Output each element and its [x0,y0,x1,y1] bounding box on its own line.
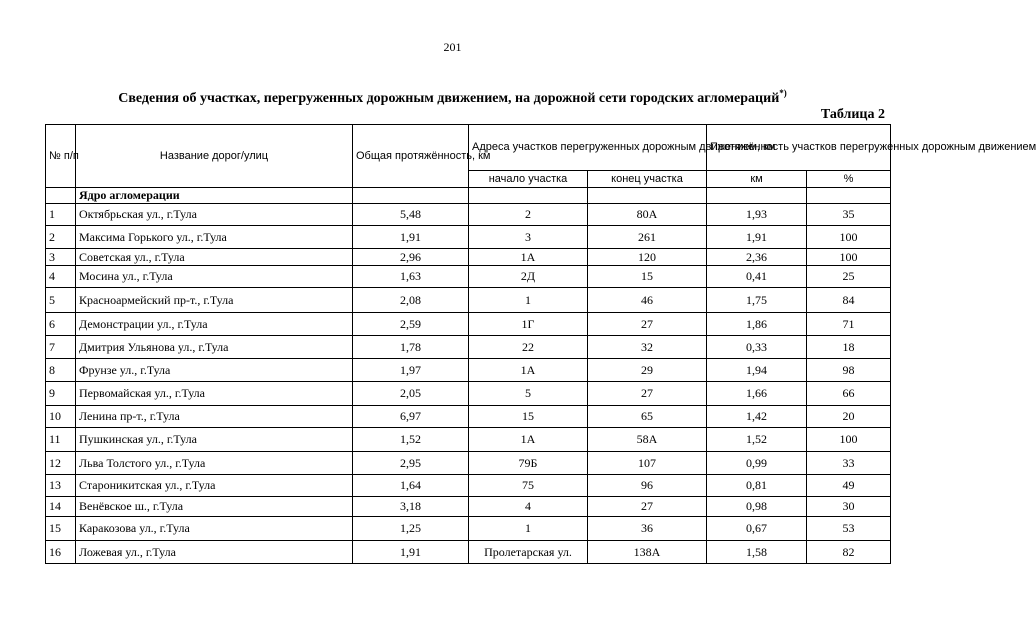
road-name: Мосина ул., г.Тула [76,266,353,288]
overloaded-km: 1,93 [707,204,807,226]
section-end: 32 [588,336,707,359]
section-start: Пролетарская ул. [469,541,588,564]
header-start: начало участка [469,171,588,188]
overloaded-km: 1,94 [707,359,807,382]
overloaded-percent: 66 [807,382,891,406]
section-empty-cell [46,188,76,204]
table-row [46,497,891,517]
row-number: 8 [46,359,76,382]
header-name: Название дорог/улиц [76,125,353,188]
table-row [46,204,891,226]
road-name: Ленина пр-т., г.Тула [76,406,353,428]
road-name: Демонстрации ул., г.Тула [76,313,353,336]
row-number: 3 [46,249,76,266]
row-number: 15 [46,517,76,541]
road-name: Дмитрия Ульянова ул., г.Тула [76,336,353,359]
overloaded-percent: 49 [807,475,891,497]
overloaded-km: 0,99 [707,452,807,475]
section-empty-cell [807,188,891,204]
overloaded-roads-table [45,124,1036,564]
overloaded-percent: 18 [807,336,891,359]
header-number: № п/п [46,125,76,188]
section-end: 138А [588,541,707,564]
overloaded-percent: 98 [807,359,891,382]
table-row [46,249,891,266]
road-name: Фрунзе ул., г.Тула [76,359,353,382]
table-row [46,266,891,288]
road-name: Каракозова ул., г.Тула [76,517,353,541]
section-row [46,188,891,204]
table-row [46,517,891,541]
section-start: 3 [469,226,588,249]
section-end: 36 [588,517,707,541]
road-name: Советская ул., г.Тула [76,249,353,266]
section-end: 27 [588,497,707,517]
table-row [46,452,891,475]
section-start: 75 [469,475,588,497]
road-name: Староникитская ул., г.Тула [76,475,353,497]
section-start: 1 [469,288,588,313]
road-name: Ложевая ул., г.Тула [76,541,353,564]
section-end: 58А [588,428,707,452]
row-number: 11 [46,428,76,452]
section-start: 1 [469,517,588,541]
section-end: 65 [588,406,707,428]
row-number: 6 [46,313,76,336]
total-length: 1,91 [353,226,469,249]
total-length: 1,25 [353,517,469,541]
row-number: 5 [46,288,76,313]
row-number: 1 [46,204,76,226]
section-start: 2 [469,204,588,226]
total-length: 1,63 [353,266,469,288]
road-name: Максима Горького ул., г.Тула [76,226,353,249]
row-number: 10 [46,406,76,428]
row-number: 7 [46,336,76,359]
document-title-text: Сведения об участках, перегруженных дорожным движением, на дорожной сети городских агломераций [118,91,780,106]
overloaded-percent: 82 [807,541,891,564]
overloaded-percent: 100 [807,249,891,266]
total-length: 1,78 [353,336,469,359]
table-row [46,288,891,313]
table-label: Таблица 2 [820,107,885,122]
row-number: 9 [46,382,76,406]
overloaded-percent: 35 [807,204,891,226]
total-length: 1,52 [353,428,469,452]
table-row [46,428,891,452]
section-end: 107 [588,452,707,475]
row-number: 14 [46,497,76,517]
section-empty-cell [707,188,807,204]
table-row [46,475,891,497]
header-km: км [707,171,807,188]
road-name: Льва Толстого ул., г.Тула [76,452,353,475]
road-name: Октябрьская ул., г.Тула [76,204,353,226]
header-addresses: Адреса участков перегруженных дорожным движением, км [469,125,707,171]
total-length: 5,48 [353,204,469,226]
overloaded-percent: 20 [807,406,891,428]
section-start: 2Д [469,266,588,288]
section-start: 22 [469,336,588,359]
page-number: 201 [443,40,462,54]
road-name: Первомайская ул., г.Тула [76,382,353,406]
overloaded-percent: 30 [807,497,891,517]
section-end: 15 [588,266,707,288]
section-end: 96 [588,475,707,497]
section-empty-cell [469,188,588,204]
overloaded-percent: 53 [807,517,891,541]
total-length: 1,64 [353,475,469,497]
section-start: 1А [469,249,588,266]
section-end: 80А [588,204,707,226]
overloaded-km: 1,42 [707,406,807,428]
overloaded-percent: 33 [807,452,891,475]
table-row [46,541,891,564]
total-length: 2,08 [353,288,469,313]
section-end: 261 [588,226,707,249]
overloaded-percent: 100 [807,428,891,452]
table-row [46,406,891,428]
overloaded-km: 2,36 [707,249,807,266]
total-length: 2,96 [353,249,469,266]
overloaded-km: 0,81 [707,475,807,497]
overloaded-km: 1,75 [707,288,807,313]
total-length: 2,05 [353,382,469,406]
overloaded-km: 1,66 [707,382,807,406]
section-title: Ядро агломерации [76,188,353,204]
section-end: 27 [588,382,707,406]
overloaded-percent: 100 [807,226,891,249]
overloaded-km: 0,41 [707,266,807,288]
table-row [46,226,891,249]
header-end: конец участка [588,171,707,188]
section-empty-cell [353,188,469,204]
section-start: 79Б [469,452,588,475]
title-footnote-mark: *) [779,88,787,98]
section-end: 46 [588,288,707,313]
overloaded-km: 0,33 [707,336,807,359]
overloaded-km: 1,58 [707,541,807,564]
header-overloaded-length: Протяжённость участков перегруженных дорожным движением [707,125,891,171]
section-start: 1А [469,359,588,382]
row-number: 2 [46,226,76,249]
row-number: 16 [46,541,76,564]
section-start: 5 [469,382,588,406]
table-row [46,382,891,406]
total-length: 2,95 [353,452,469,475]
total-length: 1,97 [353,359,469,382]
section-start: 1А [469,428,588,452]
road-name: Красноармейский пр-т., г.Тула [76,288,353,313]
section-start: 4 [469,497,588,517]
road-name: Венёвское ш., г.Тула [76,497,353,517]
section-end: 29 [588,359,707,382]
header-total-length: Общая протяжённость, км [353,125,469,188]
section-empty-cell [588,188,707,204]
table-row [46,313,891,336]
row-number: 4 [46,266,76,288]
overloaded-km: 1,86 [707,313,807,336]
road-name: Пушкинская ул., г.Тула [76,428,353,452]
total-length: 3,18 [353,497,469,517]
total-length: 6,97 [353,406,469,428]
total-length: 2,59 [353,313,469,336]
section-end: 27 [588,313,707,336]
overloaded-percent: 71 [807,313,891,336]
overloaded-km: 1,91 [707,226,807,249]
overloaded-percent: 25 [807,266,891,288]
overloaded-percent: 84 [807,288,891,313]
table-row [46,359,891,382]
section-start: 15 [469,406,588,428]
row-number: 13 [46,475,76,497]
section-start: 1Г [469,313,588,336]
row-number: 12 [46,452,76,475]
overloaded-km: 0,67 [707,517,807,541]
table-row [46,336,891,359]
total-length: 1,91 [353,541,469,564]
overloaded-km: 1,52 [707,428,807,452]
document-title [0,88,905,107]
section-end: 120 [588,249,707,266]
overloaded-km: 0,98 [707,497,807,517]
header-percent: % [807,171,891,188]
